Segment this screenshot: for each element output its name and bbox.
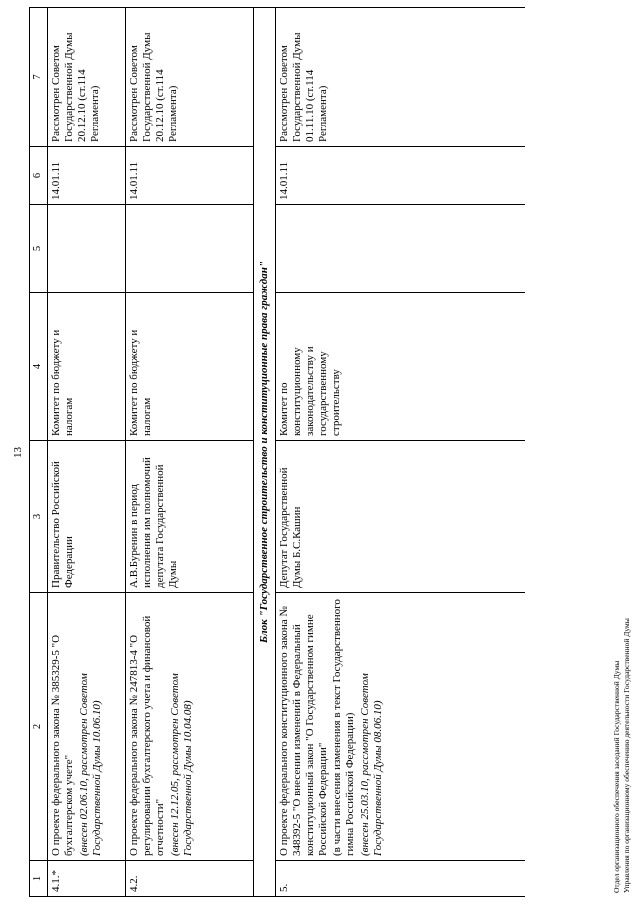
table-row bbox=[48, 8, 126, 897]
bill-title-cell bbox=[126, 593, 254, 861]
bills-table bbox=[29, 7, 525, 897]
empty-cell bbox=[275, 205, 525, 293]
column-header-3: 3 bbox=[30, 441, 48, 593]
bill-note: (внесен 12.12.05, рассмотрен Советом Государственной Думы 10.04.08) bbox=[168, 673, 194, 856]
empty-cell bbox=[126, 205, 254, 293]
committee-cell: Комитет по бюджету и налогам bbox=[126, 293, 254, 441]
date-cell: 14.01.11 bbox=[275, 147, 525, 205]
bill-title-cell bbox=[48, 593, 126, 861]
column-header-5: 5 bbox=[30, 205, 48, 293]
date-cell: 14.01.11 bbox=[48, 147, 126, 205]
table-row bbox=[126, 8, 254, 897]
bill-title: О проекте федерального закона № 247813-4 "О регулировании бухгалтерского учета и финансовой отчетности" bbox=[128, 615, 166, 856]
bill-note: (внесен 02.06.10, рассмотрен Советом Государственной Думы 10.06.10) bbox=[77, 673, 103, 856]
footer-line-2: Управления по организационному обеспечению деятельности Государственной Думы bbox=[621, 618, 631, 893]
status-cell: Рассмотрен Советом Государственной Думы 20.12.10 (ст.114 Регламента) bbox=[48, 8, 126, 147]
initiator-cell: Депутат Государственной Думы Б.С.Кашин bbox=[275, 441, 525, 593]
empty-cell bbox=[48, 205, 126, 293]
bill-note: (внесен 25.03.10, рассмотрен Советом Государственной Думы 08.06.10) bbox=[358, 673, 384, 856]
row-number-cell: 5. bbox=[275, 861, 525, 897]
initiator-cell: А.В.Буренин в период исполнения им полномочий депутата Государственной Думы bbox=[126, 441, 254, 593]
row-number-cell: 4.2. bbox=[126, 861, 254, 897]
column-header-2: 2 bbox=[30, 593, 48, 861]
committee-cell: Комитет по бюджету и налогам bbox=[48, 293, 126, 441]
row-number-cell: 4.1.* bbox=[48, 861, 126, 897]
committee-cell: Комитет по конституционному законодательству и государственному строительству bbox=[275, 293, 525, 441]
bill-title: О проекте федерального конституционного закона № 348392-5 "О внесении изменений в Федеральный конституционный закон "О Государственном гимне Российской Федерации" bbox=[277, 606, 329, 856]
section-block-row bbox=[254, 8, 276, 897]
table-header-row bbox=[30, 8, 48, 897]
bill-title-cell bbox=[275, 593, 525, 861]
section-block-title: Блок "Государственное строительство и конституционные права граждан" bbox=[254, 8, 276, 897]
status-cell: Рассмотрен Советом Государственной Думы 01.11.10 (ст.114 Регламента) bbox=[275, 8, 525, 147]
column-header-1: 1 bbox=[30, 861, 48, 897]
bill-clarification: (в части внесения изменения в текст Государственного гимна Российской Федерации) bbox=[330, 599, 356, 856]
footer bbox=[612, 618, 632, 893]
page-number: 13 bbox=[12, 447, 24, 458]
initiator-cell: Правительство Российской Федерации bbox=[48, 441, 126, 593]
footer-line-1: Отдел организационного обеспечения заседаний Государственной Думы bbox=[611, 660, 621, 893]
column-header-6: 6 bbox=[30, 147, 48, 205]
column-header-7: 7 bbox=[30, 8, 48, 147]
table-row bbox=[275, 8, 525, 897]
column-header-4: 4 bbox=[30, 293, 48, 441]
date-cell: 14.01.11 bbox=[126, 147, 254, 205]
bill-title: О проекте федерального закона № 385329-5 "О бухгалтерском учете" bbox=[50, 634, 75, 856]
status-cell: Рассмотрен Советом Государственной Думы 20.12.10 (ст.114 Регламента) bbox=[126, 8, 254, 147]
